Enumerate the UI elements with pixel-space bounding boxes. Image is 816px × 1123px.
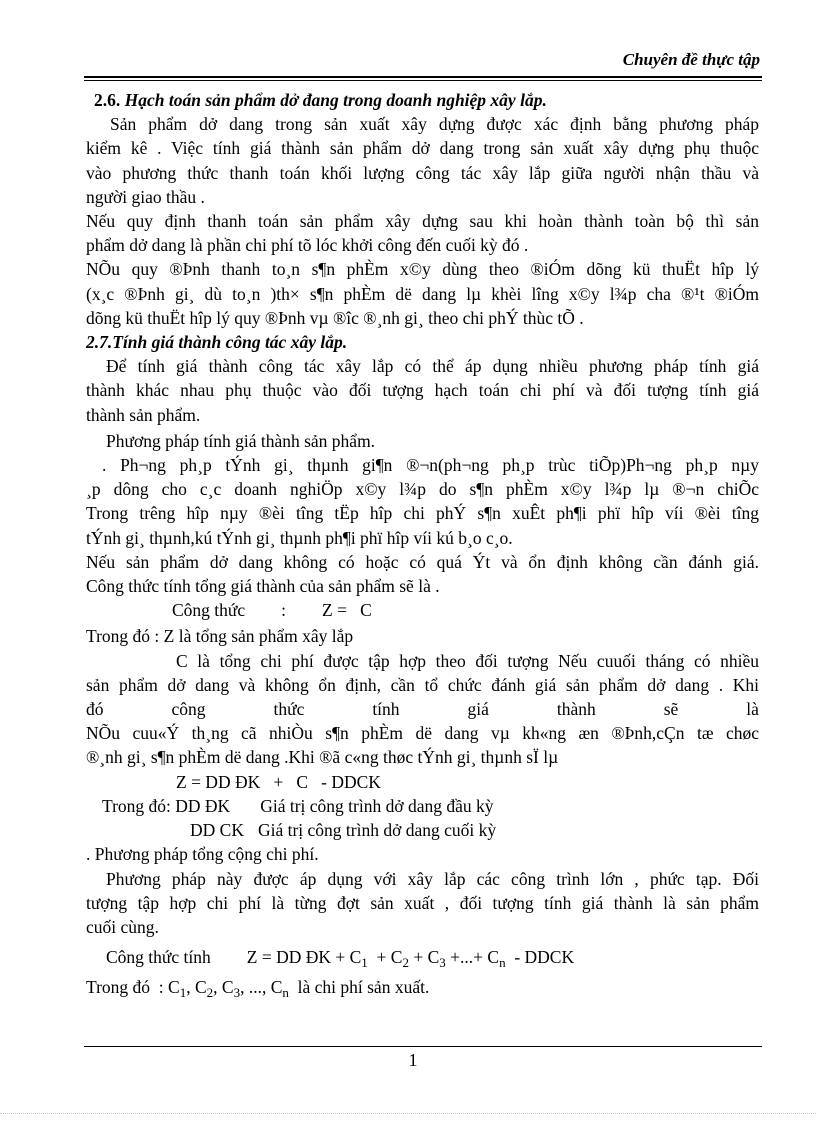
spread-line [86,697,759,721]
formula-colon: : [281,600,287,621]
formula-part: + C [367,947,403,968]
where-label: Trong đó: DD ĐK [102,795,231,816]
text-line: vào phương thức thanh toán khối lượng công tác xây lắp giữa người nhận thầu và [86,162,759,183]
where-desc: Giá trị công trình dở dang cuối kỳ [257,820,497,841]
text-line: phẩm dở dang là phần chi phí tõ lóc khởi công đến cuối kỳ đó . [86,235,529,256]
text-line: Để tính giá thành công tác xây lắp có thể áp dụng nhiều phương pháp tính giá [106,356,759,377]
text-line: Nếu quy định thanh toán sản phẩm xây dựng sau khi hoàn thành toàn bộ thì sản [86,211,759,232]
text-line: NÕu quy ®Þnh thanh to¸n s¶n phÈm x©y dùng theo ®iÓm dõng kü thuËt hîp lý [86,259,759,280]
text-line: tượng tập hợp chi phí là từng đợt sản xuất , đối tượng tính giá thành là sản phẩm [86,892,759,913]
heading-text: Hạch toán sản phẩm dở đang trong doanh nghiệp xây lắp. [120,90,547,110]
formula-1 [86,598,759,622]
heading-text: Tính giá thành công tác xây lắp. [112,332,348,353]
word: đó [86,699,104,720]
subscript: n [282,985,289,1001]
word: công [171,699,206,720]
where-part: , C [186,977,207,998]
subscript: 1 [361,955,368,971]
where-line: Trong đó : Z là tổng sản phẩm xây lắp [86,626,354,647]
text-line: NÕu cuu«Ý th¸ng cã nhiÒu s¶n phÈm dë dang vµ kh«ng æn ®Þnh,cÇn tæ chøc [86,723,759,744]
text-line: thành khác nhau phụ thuộc vào đối tượng hạch toán chi phí và đối tượng tính giá [86,380,759,401]
where-part: , C [213,977,234,998]
subscript: 1 [179,985,187,1001]
word: thức [273,699,305,720]
word: tính [372,699,400,720]
document-body [86,88,759,1000]
text-line: Công thức tính tổng giá thành của sản phẩm sẽ là . [86,576,440,597]
where-part: , ..., C [240,977,283,998]
page-number: 1 [408,1050,418,1070]
text-line: kiểm kê . Việc tính giá thành sản phẩm dở dang trong sản xuất xây dựng phụ thuộc [86,138,759,159]
text-line: dõng kü thuËt hîp lý quy ®Þnh vµ ®îc ®¸nh gi¸ theo chi phÝ thùc tÕ . [86,307,584,328]
heading-number: 2.6. [94,90,121,110]
word: sẽ [663,699,679,720]
footer-rule [84,1046,762,1047]
word: là [746,699,759,720]
text-line: ¸p dông cho c¸c doanh nghiÖp x©y l¾p do s¶n phÈm x©y l¾p lµ ®¬n chiÕc [86,479,759,500]
word: giá [467,699,489,720]
formula-part: - DDCK [505,947,575,968]
text-line: người giao thầu . [86,186,205,207]
header-rule [84,76,762,81]
word: thành [556,699,596,720]
where-line [86,818,759,842]
text-line: Phương pháp này được áp dụng với xây lắp các công trình lớn , phức tạp. Đối [106,868,759,889]
formula-label: Công thức [172,600,246,621]
section-2-7-heading [86,330,759,354]
text-line: ®¸nh gi¸ s¶n phÈm dë dang .Khi ®ã c«ng thøc tÝnh gi¸ thµnh sÏ lµ [86,747,559,768]
text-line: C là tổng chi phí được tập hợp theo đối tượng Nếu cuuối tháng có nhiều [176,650,759,671]
formula-3 [86,945,759,969]
text-line: Nếu sản phẩm dở dang không có hoặc có quá Ýt và ổn định không cần đánh giá. [86,551,759,572]
section-2-6-heading [86,88,759,112]
formula-part: Z = DD ĐK + C [246,947,362,968]
where-line [86,794,759,818]
page-edge [0,1113,816,1114]
method-title: Phương pháp tính giá thành sản phẩm. [106,430,376,451]
where-desc: Giá trị công trình dở dang đầu kỳ [260,795,494,816]
where-label: DD CK [190,820,244,841]
subscript: 2 [402,955,409,971]
subscript: 2 [206,985,214,1001]
subscript: n [499,955,506,971]
text-line: cuối cùng. [86,916,159,937]
text-line: Trong trêng hîp nµy ®èi tîng tËp hîp chi phÝ s¶n xuÊt ph¶i phï hîp víi ®èi tîng [86,503,759,524]
formula-part: +...+ C [445,947,500,968]
header-title: Chuyên đề thực tập [622,50,760,69]
text-line: tÝnh gi¸ thµnh,kú tÝnh gi¸ thµnh ph¶i phï hîp víi kú b¸o c¸o. [86,527,513,548]
text-line: sản phẩm dở dang và không ổn định, cần tổ chức đánh giá sản phẩm dở dang . Khi [86,674,759,695]
text-line: thành sản phẩm. [86,404,201,425]
where-part: là chi phí sản xuất. [288,977,430,998]
formula-part: + C [408,947,440,968]
where-line [86,975,759,999]
text-line: (x¸c ®Þnh gi¸ dù to¸n )th× s¶n phÈm dë dang lµ khèi lîng x©y l¾p cha ®¹t ®iÓm [86,283,759,304]
formula-expression: Z = C [322,600,372,621]
subscript: 3 [233,985,241,1001]
heading-number: 2.7. [86,332,113,353]
text-line: . Ph¬ng ph¸p tÝnh gi¸ thµnh gi¶n ®¬n(ph¬ng ph¸p trùc tiÕp)Ph¬ng ph¸p nµy [102,455,759,476]
method-title: . Phương pháp tổng cộng chi phí. [86,844,319,865]
where-label: Trong đó : C [86,977,180,998]
formula-label: Công thức tính [106,947,211,968]
subscript: 3 [439,955,446,971]
text-line: Sản phẩm dở dang trong sản xuất xây dựng được xác định bằng phương pháp [110,114,759,135]
formula-2: Z = DD ĐK + C - DDCK [176,771,381,792]
